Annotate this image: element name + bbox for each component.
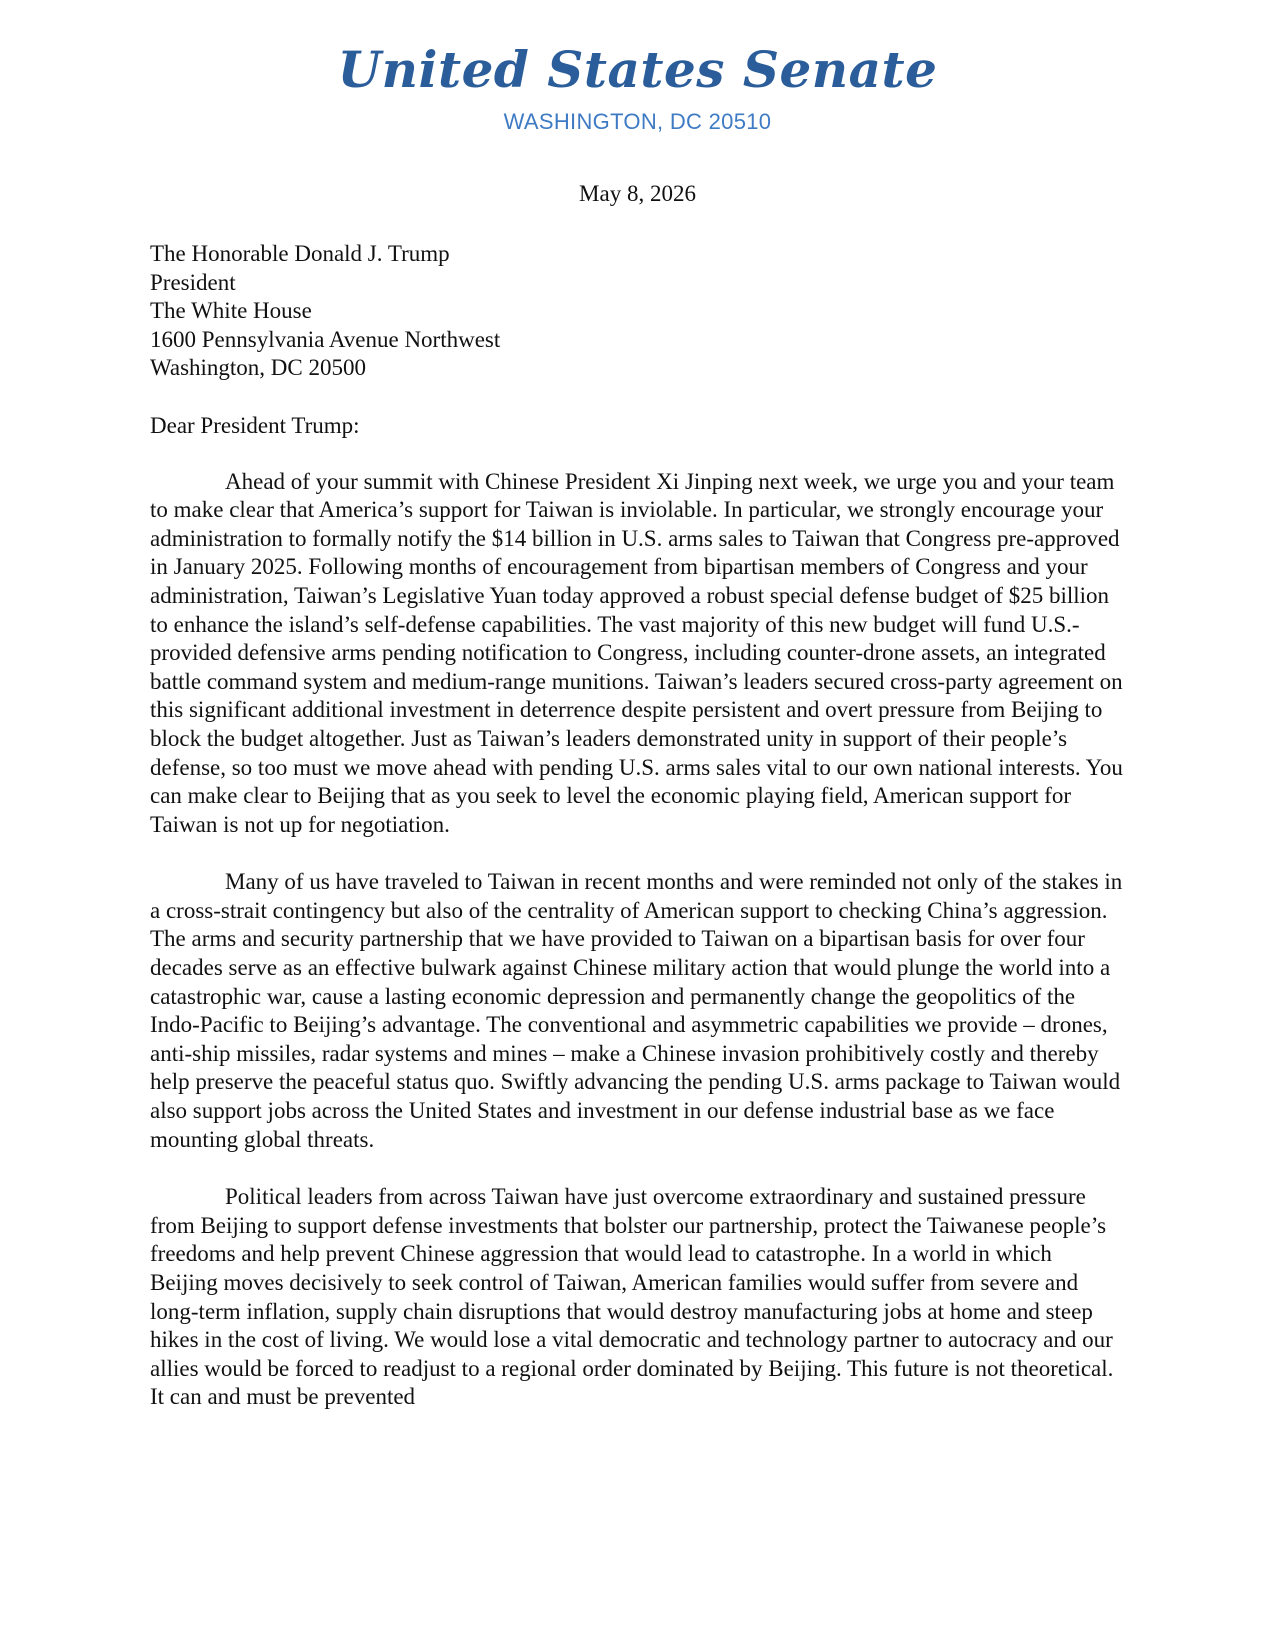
letterhead — [0, 40, 1275, 136]
paragraph-2: Many of us have traveled to Taiwan in recent months and were reminded not only of the stakes in a cross-strait contingency but also of the centrality of American support to checking China’s aggression. The arms and security partnership that we have provided to Taiwan on a bipartisan basis for over four decades serve as an effective bulwark against Chinese military action that would plunge the world into a catastrophic war, cause a lasting economic depression and permanently change the geopolitics of the Indo-Pacific to Beijing’s advantage. The conventional and asymmetric capabilities we provide – drones, anti-ship missiles, radar systems and mines – make a Chinese invasion prohibitively costly and thereby help preserve the peaceful status quo. Swiftly advancing the pending U.S. arms package to Taiwan would also support jobs across the United States and investment in our defense industrial base as we face mounting global threats. — [150, 869, 1123, 1152]
letterhead-title: United States Senate — [337, 40, 938, 99]
recipient-city: Washington, DC 20500 — [150, 355, 367, 381]
letter-body — [150, 240, 1125, 1412]
recipient-title: President — [150, 269, 236, 295]
salutation: Dear President Trump: — [150, 412, 360, 438]
recipient-office: The White House — [150, 298, 312, 324]
letter-date: May 8, 2026 — [579, 181, 696, 206]
paragraph-3: Political leaders from across Taiwan have just overcome extraordinary and sustained pressure from Beijing to support defense investments that bolster our partnership, protect the Taiwanese people’s freedoms and help prevent Chinese aggression that would lead to catastrophe. In a world in which Beijing moves decisively to seek control of Taiwan, American families would suffer from severe and long-term inflation, supply chain disruptions that would destroy manufacturing jobs at home and steep hikes in the cost of living. We would lose a vital democratic and technology partner to autocracy and our allies would be forced to readjust to a regional order dominated by Beijing. This future is not theoretical. It can and must be prevented — [150, 1184, 1114, 1410]
letterhead-location: WASHINGTON, DC 20510 — [503, 109, 772, 134]
recipient-address — [150, 240, 1125, 383]
recipient-name: The Honorable Donald J. Trump — [150, 241, 450, 266]
recipient-street: 1600 Pennsylvania Avenue Northwest — [150, 326, 501, 352]
paragraph-1: Ahead of your summit with Chinese President Xi Jinping next week, we urge you and your team to make clear that America’s support for Taiwan is inviolable. In particular, we strongly encourage your administration to formally notify the $14 billion in U.S. arms sales to Taiwan that Congress pre-approved in January 2025. Following months of encouragement from bipartisan members of Congress and your administration, Taiwan’s Legislative Yuan today approved a robust special defense budget of $25 billion to enhance the island’s self-defense capabilities. The vast majority of this new budget will fund U.S.-provided defensive arms pending notification to Congress, including counter-drone assets, an integrated battle command system and medium-range munitions. Taiwan’s leaders secured cross-party agreement on this significant additional investment in deterrence despite persistent and overt pressure from Beijing to block the budget altogether. Just as Taiwan’s leaders demonstrated unity in support of their people’s defense, so too must we move ahead with pending U.S. arms sales vital to our own national interests. You can make clear to Beijing that as you seek to level the economic playing field, American support for Taiwan is not up for negotiation. — [150, 468, 1123, 837]
